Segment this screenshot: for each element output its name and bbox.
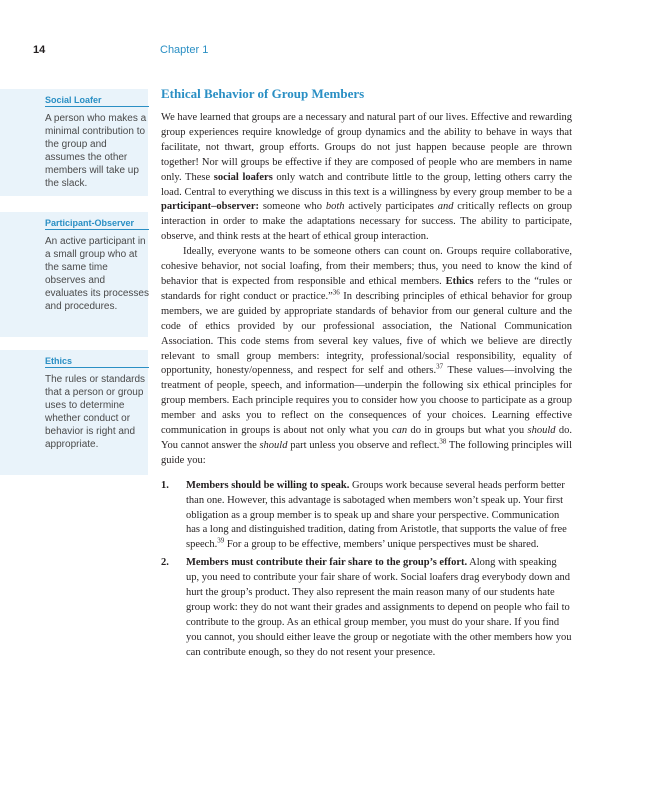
chapter-label: Chapter 1 <box>160 44 209 56</box>
term-participant-observer: participant–observer: <box>161 201 259 213</box>
glossary-definition: An active participant in a small group who at the same time observes and evaluates its processes and procedures. <box>45 236 149 313</box>
list-item: 2. Members must contribute their fair share to the group’s effort. Along with speaking up, you need to contribute your fair share of work. Social loafers drag everybody down and hurt the group’s product. They also represent the main reason many of our students hate group work: they do not want their grades and assignments to depend on people who fail to contribute to the group. As an ethical group member, you must do your share. If you find you cannot, you should either leave the group or negotiate with the other members how you can contribute enough, so they do not resent your presence. <box>161 557 572 658</box>
body-paragraph: We have learned that groups are a necessary and natural part of our lives. Effective and rewarding group experiences require knowledge of group dynamics and the ability to behave in ways that facilitate, not thwart, group efforts. Groups do not just happen because people are thrown together! Nor will groups be effective if they are composed of people who are members in name only. These social loafers only watch and contribute little to the group, letting others carry the load. Central to everything we discuss in this text is a willingness by every group member to be a participant–observer: someone who both actively participates and critically reflects on group interaction in order to make the adaptations necessary for success. The ability to participate, observe, and think rests at the heart of ethical group interaction. <box>161 112 572 243</box>
term-social-loafers: social loafers <box>213 171 273 183</box>
glossary-term: Social Loafer <box>45 95 149 107</box>
main-column <box>161 86 572 664</box>
page-number: 14 <box>33 44 46 56</box>
footnote-ref: 39 <box>217 536 225 545</box>
glossary-definition: A person who makes a minimal contribution to the group and assumes the other members will take up the slack. <box>45 113 147 190</box>
glossary-term: Participant-Observer <box>45 218 149 230</box>
glossary-definition: The rules or standards that a person or group uses to determine whether conduct or behavior is right and appropriate. <box>45 374 146 451</box>
footnote-ref: 38 <box>439 437 447 446</box>
list-item: 1. Members should be willing to speak. Groups work because several heads perform better than one. However, this advantage is sabotaged when members won’t speak up. Your first obligation as a group member is to speak up and share your perspective. Communication has a long and distinguished tradition, dating from Aristotle, that supports the value of free speech.$^{39}$ For a group to be effective, members’ unique perspectives must be shared. <box>161 479 567 551</box>
footnote-ref: 37 <box>436 362 444 371</box>
glossary-entry <box>45 95 149 191</box>
list-number: 1. <box>161 479 169 491</box>
footnote-ref: 36 <box>332 288 340 297</box>
body-paragraph: Ideally, everyone wants to be someone others can count on. Groups require collaborative, cohesive behavior, not social loafing, from their members; thus, you need to know the kind of behavior that is expected from responsible and ethical members. Ethics refers to the “rules or standards for right conduct or practice.”$^{36}$ In describing principles of ethical behavior for group members, we are guided by appropriate standards of behavior from our general culture and the code of ethics provided by our professional association, the National Communication Association. This code stems from several key values, five of which we believe are directly relevant to small group members: integrity, professional/social responsibility, equality of opportunity, honesty/openness, and respect for self and others.$^{37}$ These values—involving the treatment of people, speech, and information—underpin the following six ethical principles for group members. Each principle requires you to consider how you choose to participate as a group member and asks you to reflect on the consequences of your choices. Learning effective communication in groups is about not only what you can do in groups but what you should do. You cannot answer the should part unless you observe and reflect.$^{38}$ The following principles will guide you: <box>161 246 573 466</box>
term-ethics: Ethics <box>445 275 474 287</box>
glossary-entry <box>45 218 149 314</box>
principles-list <box>161 479 572 661</box>
list-number: 2. <box>161 557 169 569</box>
section-title: Ethical Behavior of Group Members <box>161 86 365 101</box>
glossary-entry <box>45 356 149 452</box>
glossary-term: Ethics <box>45 356 149 368</box>
